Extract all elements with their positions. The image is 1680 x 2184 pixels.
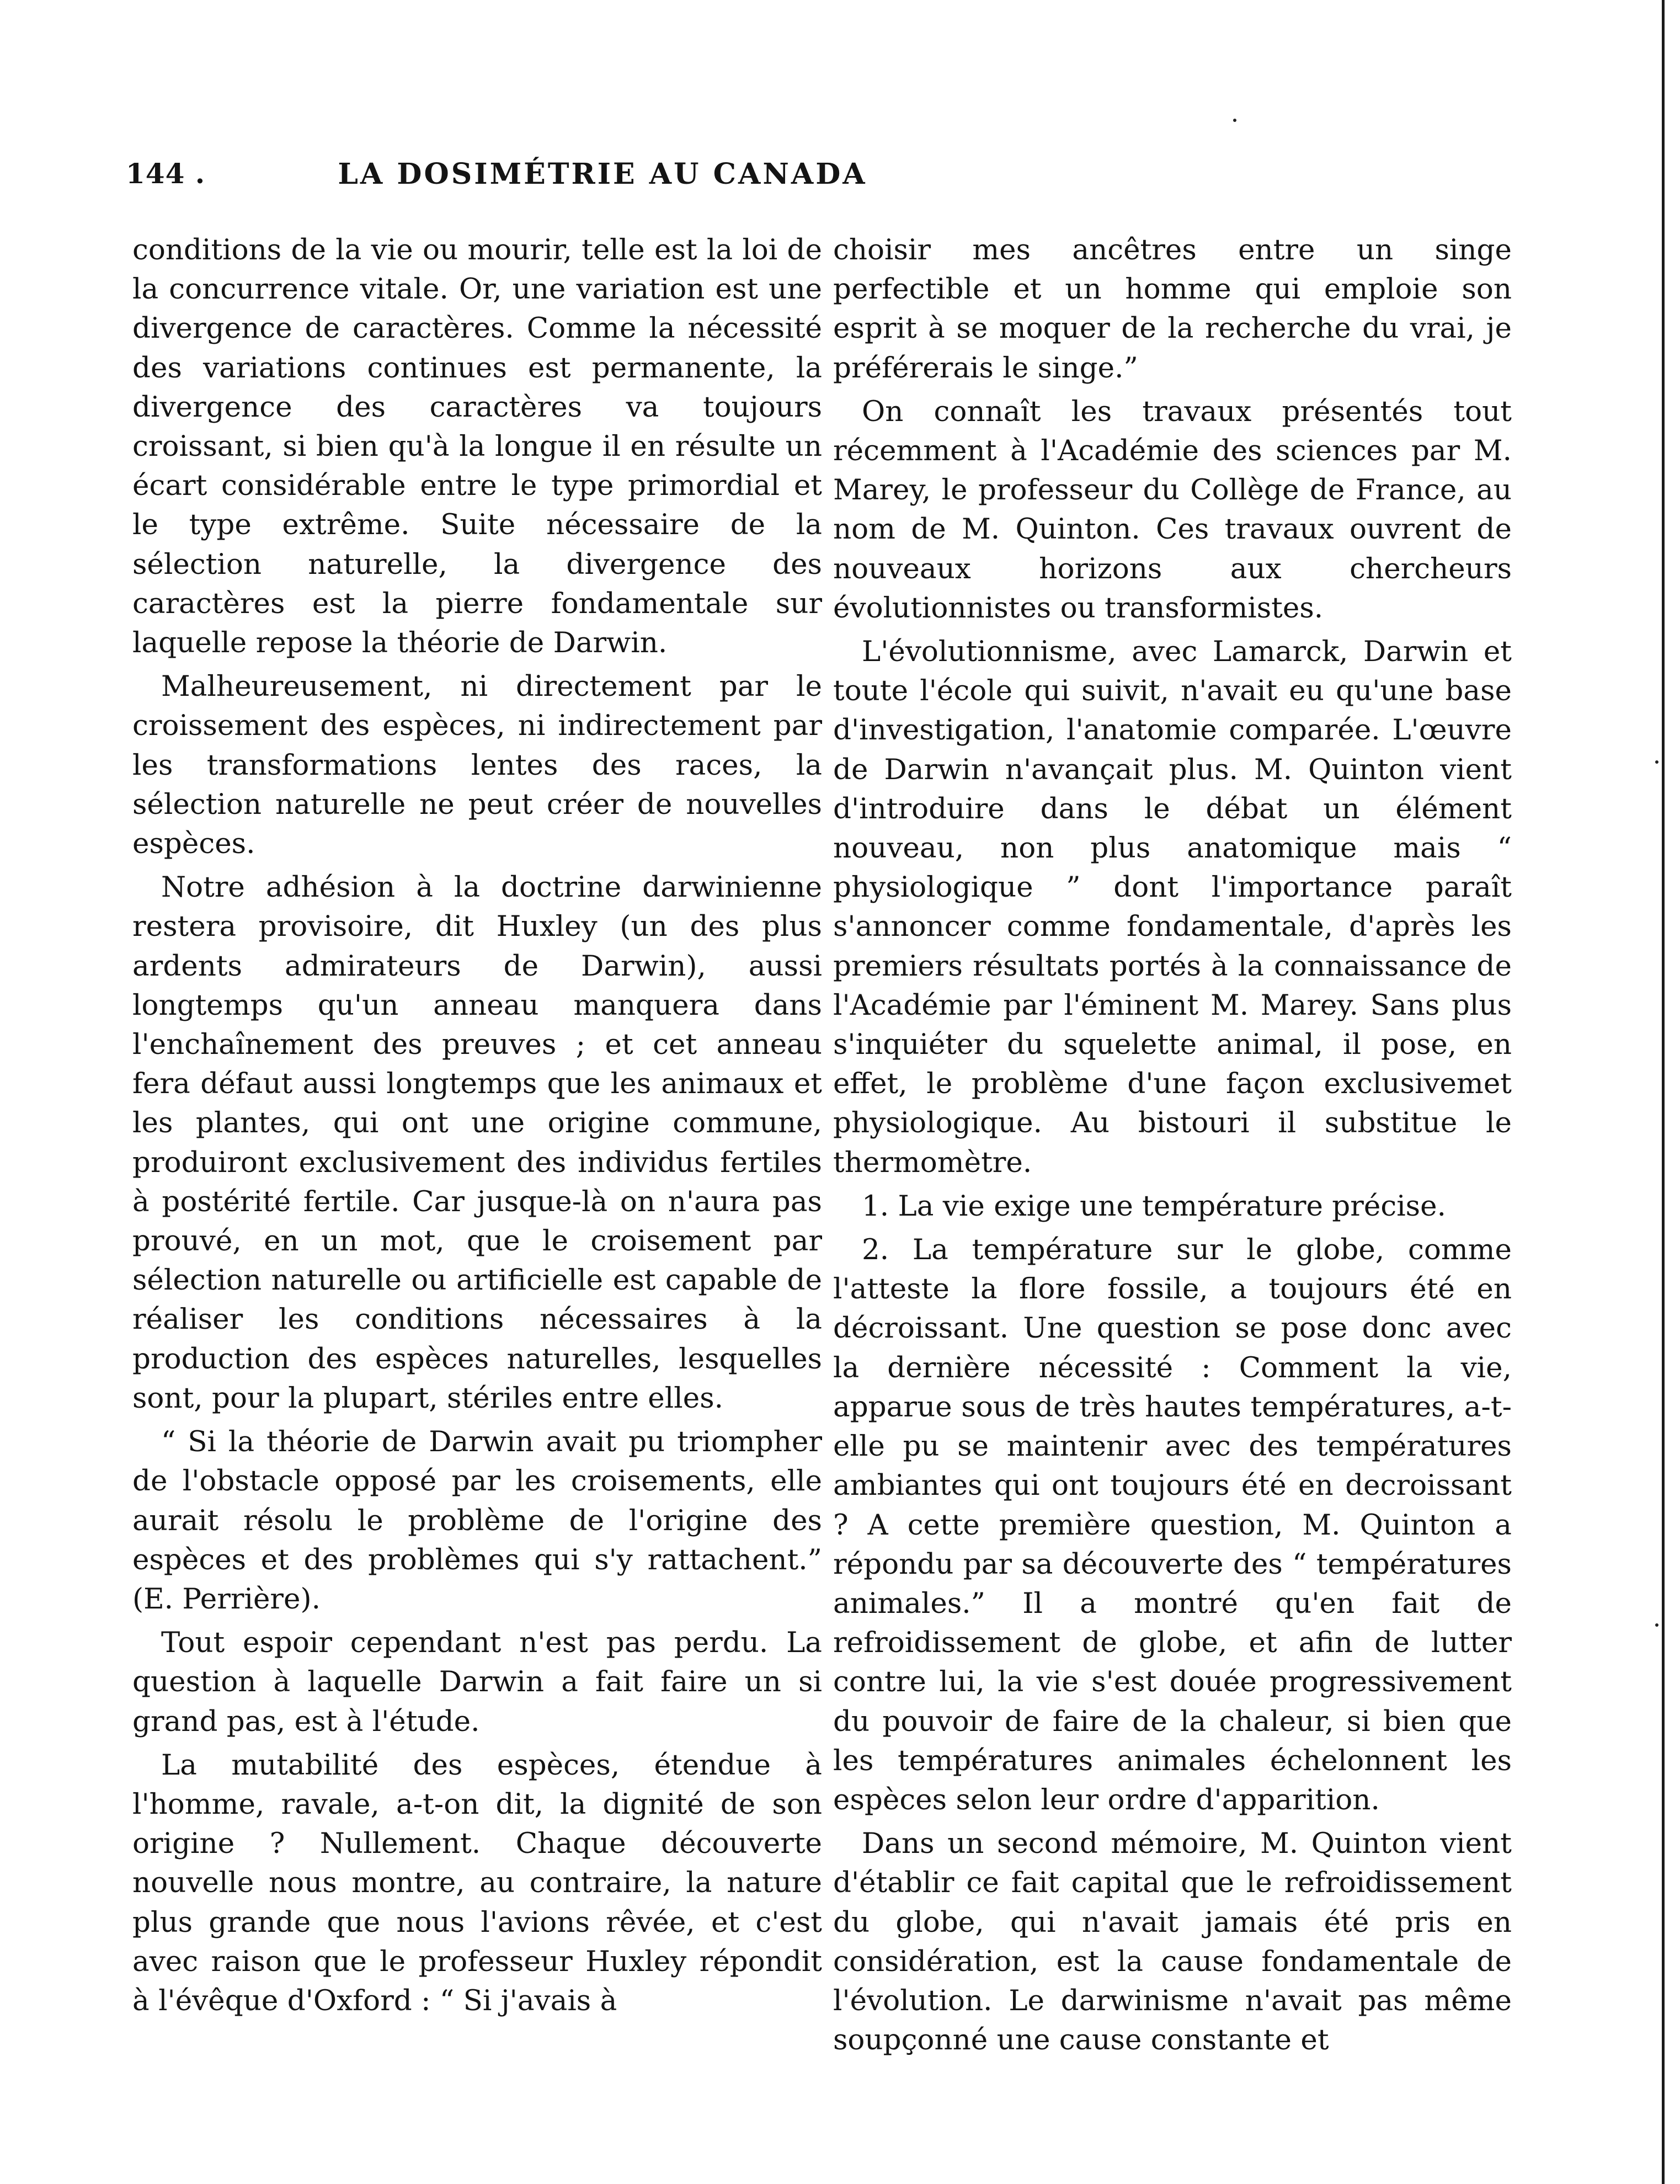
scan-speck xyxy=(1655,1623,1658,1627)
page-number: 144 . xyxy=(126,157,206,190)
left-column xyxy=(132,231,822,2025)
scan-edge-rule xyxy=(1662,0,1665,2184)
paragraph: La mutabilité des espèces, étendue à l'homme, ravale, a-t-on dit, la dignité de son origine ? Nullement. Chaque découverte nouvelle nous montre, au contraire, la nature plus grande que nous l'avions rêvée, et c'est avec raison que le professeur Huxley répondit à l'évêque d'Oxford : “ Si j'avais à xyxy=(132,1748,822,2017)
page-header xyxy=(126,157,1079,201)
paragraph: On connaît les travaux présentés tout récemment à l'Académie des sciences par M. Marey, le professeur du Collège de France, au nom de M. Quinton. Ces travaux ouvrent de nouveaux horizons aux chercheurs évolutionnistes ou transformistes. xyxy=(833,395,1512,625)
right-column xyxy=(833,231,1512,2064)
paragraph: Malheureusement, ni directement par le croissement des espèces, ni indirectement par les transformations lentes des races, la sélection naturelle ne peut créer de nouvelles espèces. xyxy=(132,670,822,861)
paragraph: L'évolutionnisme, avec Lamarck, Darwin et toute l'école qui suivit, n'avait eu qu'une base d'investigation, l'anatomie comparée. L'œuvre de Darwin n'avançait plus. M. Quinton vient d'introduire dans le débat un élément nouveau, non plus anatomique mais “ physiologique ” dont l'importance paraît s'annoncer comme fondamentale, d'après les premiers résultats portés à la connaissance de l'Académie par l'éminent M. Marey. Sans plus s'inquiéter du squelette animal, il pose, en effet, le problème d'une façon exclusivemet physiologique. Au bistouri il substitue le thermomètre. xyxy=(833,635,1512,1179)
paragraph: “ Si la théorie de Darwin avait pu triompher de l'obstacle opposé par les croisements, elle aurait résolu le problème de l'origine des espèces et des problèmes qui s'y rattachent.” (E. Perrière). xyxy=(132,1425,822,1616)
numbered-item: 1. La vie exige une température précise. xyxy=(862,1189,1446,1223)
paragraph: choisir mes ancêtres entre un singe perfectible et un homme qui emploie son esprit à se moquer de la recherche du vrai, je préférerais le singe.” xyxy=(833,233,1512,385)
numbered-item: 2. La température sur le globe, comme l'atteste la flore fossile, a toujours été en décroissant. Une question se pose donc avec la dernière nécessité : Comment la vie, apparue sous de très hautes températures, a-t-elle pu se maintenir avec des températures ambiantes qui ont toujours été en decroissant ? A cette première question, M. Quinton a répondu par sa découverte des “ températures animales.” Il a montré qu'en fait de refroidissement de globe, et afin de lutter contre lui, la vie s'est douée progressivement du pouvoir de faire de la chaleur, si bien que les températures animales échelonnent les espèces selon leur ordre d'apparition. xyxy=(833,1233,1512,1817)
scan-speck xyxy=(1233,119,1236,122)
paragraph: Dans un second mémoire, M. Quinton vient d'établir ce fait capital que le refroidissement du globe, qui n'avait jamais été pris en considération, est la cause fondamentale de l'évolution. Le darwinisme n'avait pas même soupçonné une cause constante et xyxy=(833,1827,1512,2057)
paragraph: conditions de la vie ou mourir, telle est la loi de la concurrence vitale. Or, une variation est une divergence de caractères. Comme la nécessité des variations continues est permanente, la divergence des caractères va toujours croissant, si bien qu'à la longue il en résulte un écart considérable entre le type primordial et le type extrême. Suite nécessaire de la sélection naturelle, la divergence des caractères est la pierre fondamentale sur laquelle repose la théorie de Darwin. xyxy=(132,233,822,660)
paragraph: Notre adhésion à la doctrine darwinienne restera provisoire, dit Huxley (un des plus ardents admirateurs de Darwin), aussi longtemps qu'un anneau manquera dans l'enchaînement des preuves ; et cet anneau fera défaut aussi longtemps que les animaux et les plantes, qui ont une origine commune, produiront exclusivement des individus fertiles à postérité fertile. Car jusque-là on n'aura pas prouvé, en un mot, que le croisement par sélection naturelle ou artificielle est capable de réaliser les conditions nécessaires à la production des espèces naturelles, lesquelles sont, pour la plupart, stériles entre elles. xyxy=(132,871,822,1415)
paragraph: Tout espoir cependant n'est pas perdu. La question à laquelle Darwin a fait faire un si grand pas, est à l'étude. xyxy=(132,1626,822,1738)
scan-speck xyxy=(1655,760,1658,764)
running-title: LA DOSIMÉTRIE AU CANADA xyxy=(338,157,867,191)
